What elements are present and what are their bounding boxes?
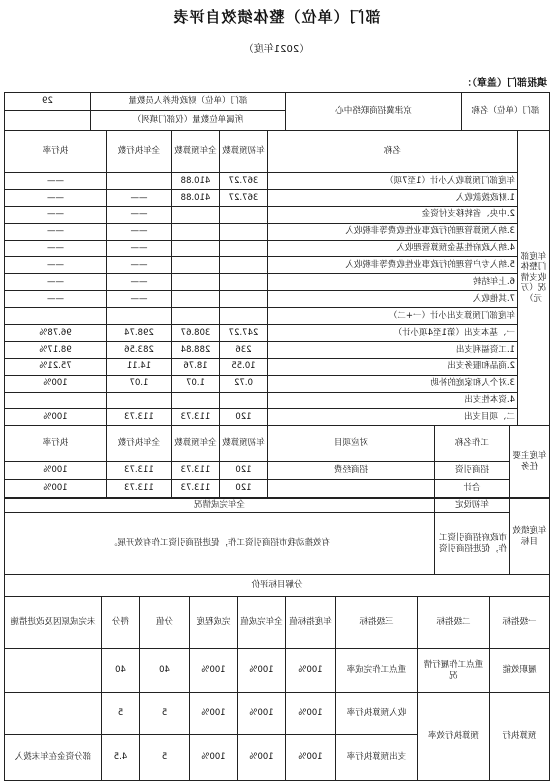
table-cell: 100% [190,649,238,693]
table-cell: 100% [5,375,107,392]
table-cell: 100% [5,409,107,426]
table-cell [220,223,268,240]
table-cell [4,649,101,693]
table-cell: —— [107,223,172,240]
table-cell: 120 [220,409,268,426]
sub-value [5,111,91,131]
table-cell: 1.07 [172,375,220,392]
tasks-column-header: 年初预算数 [220,426,268,462]
table-cell: 410.88 [172,189,220,206]
goals-col2: 全年完成情况 [5,499,435,513]
tasks-column-header: 全年预算数 [172,426,220,462]
dept-label: 部门（单位）名称 [462,93,550,131]
table-cell: 236 [220,341,268,358]
table-cell: 113.73 [172,462,220,480]
table-cell: 2.中央、省转移支付资金 [268,206,518,223]
tasks-side-label: 年度主要任务 [510,426,550,498]
table-cell: 113.73 [172,480,220,498]
finance-column-header: 执行率 [5,131,107,173]
tasks-table [4,425,550,498]
table-row [5,240,550,257]
indicators-header-row [4,597,549,649]
table-cell: —— [5,206,107,223]
table-cell: 100% [238,735,286,781]
table-cell [172,291,220,308]
table-row [4,649,549,693]
table-cell: 308.67 [172,325,220,342]
table-cell [172,308,220,325]
table-row [5,358,550,375]
goals-col1: 年初设定 [435,499,510,513]
page-title: 部门（单位）整体绩效自评表 [172,8,381,26]
table-cell [5,392,107,409]
table-cell: 履职效能 [490,649,550,693]
table-cell: 98.17% [5,341,107,358]
table-cell: 1.07 [107,375,172,392]
finance-table [4,130,550,426]
table-cell: 招商引资 [435,462,510,480]
table-cell: 3.对个人和家庭的补助 [268,375,518,392]
table-cell: 1.工资福利支出 [268,341,518,358]
table-cell: 二、项目支出 [268,409,518,426]
table-cell: 收入预算执行率 [336,693,418,735]
table-cell: 招商经费 [268,462,435,480]
table-cell: —— [5,240,107,257]
table-cell [172,240,220,257]
table-cell: 4.纳入政府性基金预算管理收入 [268,240,518,257]
table-cell: 298.74 [107,325,172,342]
table-cell: 100% [190,735,238,781]
table-cell [172,257,220,274]
table-row [5,274,550,291]
table-cell: 120 [220,480,268,498]
table-cell: 5 [140,735,190,781]
table-cell: 113.73 [107,462,172,480]
table-cell: 100% [286,693,336,735]
tasks-column-header: 工作名称 [435,426,510,462]
table-row [5,325,550,342]
table-cell: 6.上年结转 [268,274,518,291]
table-cell: 247.27 [220,325,268,342]
table-cell [107,392,172,409]
table-row [4,693,549,735]
table-cell: —— [5,291,107,308]
table-cell: 预算执行效率 [418,693,490,781]
table-cell: 2.商品和服务支出 [268,358,518,375]
goals-table [4,498,550,575]
table-cell: 年度部门预算收入小计（1至7项） [268,173,518,190]
goals-initial: 市政府招商引资工作，促进招商引资 [435,513,510,575]
tasks-column-header: 全年执行数 [107,426,172,462]
table-row [5,375,550,392]
finance-column-header: 全年执行数 [107,131,172,173]
table-cell: —— [5,189,107,206]
table-cell: 40 [102,649,140,693]
table-cell: 367.27 [220,173,268,190]
table-cell: 100% [238,693,286,735]
table-row [5,173,550,190]
table-cell [107,308,172,325]
table-cell: 5 [140,693,190,735]
indicators-column-header: 一级指标 [490,597,550,649]
indicators-column-header: 全年完成值 [238,597,286,649]
table-row [5,257,550,274]
table-cell: 113.73 [107,409,172,426]
table-cell: 年度部门预算支出小计（一+二） [268,308,518,325]
table-cell [220,257,268,274]
table-cell: 4.5 [102,735,140,781]
table-row [5,392,550,409]
table-cell: 113.73 [172,409,220,426]
indicators-column-header: 分值 [140,597,190,649]
unit-line: 填报部门（盖章）： [462,78,547,89]
table-cell: 40 [140,649,190,693]
table-cell: —— [107,291,172,308]
table-cell: 100% [238,649,286,693]
indicators-column-header: 得分 [102,597,140,649]
table-cell [172,206,220,223]
table-cell [268,480,435,498]
table-cell: 重点工作完成率 [336,649,418,693]
year-label: （2021年度） [243,44,310,55]
table-row [5,206,550,223]
table-cell [220,308,268,325]
table-cell: 14.11 [107,358,172,375]
finance-column-header: 年初预算数 [220,131,268,173]
tasks-column-header: 执行率 [5,426,107,462]
table-cell [172,392,220,409]
table-cell: 100% [190,693,238,735]
table-cell: 合计 [435,480,510,498]
table-cell [220,291,268,308]
table-cell: 5 [102,693,140,735]
table-cell: 100% [286,735,336,781]
table-cell: 367.27 [220,189,268,206]
table-cell: —— [5,274,107,291]
table-row [5,223,550,240]
table-cell: 75.21% [5,358,107,375]
table-cell [5,308,107,325]
table-cell: —— [107,257,172,274]
dept-name: 京津冀招商联络中心 [286,93,462,131]
table-cell: 1.财政拨款收入 [268,189,518,206]
table-cell: 100% [286,649,336,693]
table-cell: 预算执行 [490,693,550,781]
table-cell: —— [5,257,107,274]
table-cell: 100% [5,462,107,480]
table-cell [107,173,172,190]
table-cell: 部分资金在年末拨入 [4,735,101,781]
table-cell: —— [107,206,172,223]
finance-column-header: 名称 [268,131,518,173]
sub-label: 所属单位数量（仅部门填列） [91,111,286,131]
goals-side-label: 年度绩效目标 [510,499,550,575]
table-cell [220,274,268,291]
table-cell: —— [107,240,172,257]
table-cell: 3.纳入预算管理的行政事业性收费等非税收入 [268,223,518,240]
table-cell: 120 [220,462,268,480]
table-cell: 96.78% [5,325,107,342]
indicators-column-header: 年度指标值 [286,597,336,649]
table-cell [220,392,268,409]
table-cell: 一、基本支出（第1至4项小计） [268,325,518,342]
table-cell: 410.88 [172,173,220,190]
finance-column-header: 全年预算数 [172,131,220,173]
table-cell: 7.其他收入 [268,291,518,308]
indicators-table [4,574,550,781]
finance-header-row [5,131,550,173]
table-cell: —— [5,223,107,240]
table-row [5,480,550,498]
table-cell: —— [107,274,172,291]
table-cell: —— [5,173,107,190]
table-cell: 10.55 [220,358,268,375]
table-row [5,462,550,480]
table-cell [220,206,268,223]
table-row [5,189,550,206]
staff-value: 29 [5,93,91,111]
tasks-header-row [5,426,550,462]
table-row [5,308,550,325]
table-cell: 100% [5,480,107,498]
table-cell [172,223,220,240]
table-cell: 4.资本性支出 [268,392,518,409]
header-table [4,92,550,131]
table-row [5,291,550,308]
table-cell: 113.73 [107,480,172,498]
table-cell: 0.72 [220,375,268,392]
table-cell: 5.纳入专户管理的行政事业性收费等非税收入 [268,257,518,274]
table-cell [172,274,220,291]
indicators-column-header: 未完成原因及改进措施 [4,597,101,649]
indicators-column-header: 完成程度 [190,597,238,649]
table-cell: 288.84 [172,341,220,358]
staff-label: 部门（单位）财政供养人员数量 [91,93,286,111]
table-cell: 支出预算执行率 [336,735,418,781]
table-cell: —— [107,189,172,206]
table-cell [4,693,101,735]
table-cell: 18.76 [172,358,220,375]
table-row [5,409,550,426]
table-row [5,341,550,358]
goals-actual: 有效推动我市招商引资工作，促进招商引资工作有效开展。 [5,513,435,575]
finance-side-label: 年度部门整体收支情况（万元） [518,131,550,426]
table-cell: 283.56 [107,341,172,358]
table-cell [220,240,268,257]
indicators-column-header: 二级指标 [418,597,490,649]
indicators-section: 分解目标评价 [4,575,549,597]
tasks-column-header: 对应项目 [268,426,435,462]
table-cell: 重点工作履行情况 [418,649,490,693]
indicators-column-header: 三级指标 [336,597,418,649]
